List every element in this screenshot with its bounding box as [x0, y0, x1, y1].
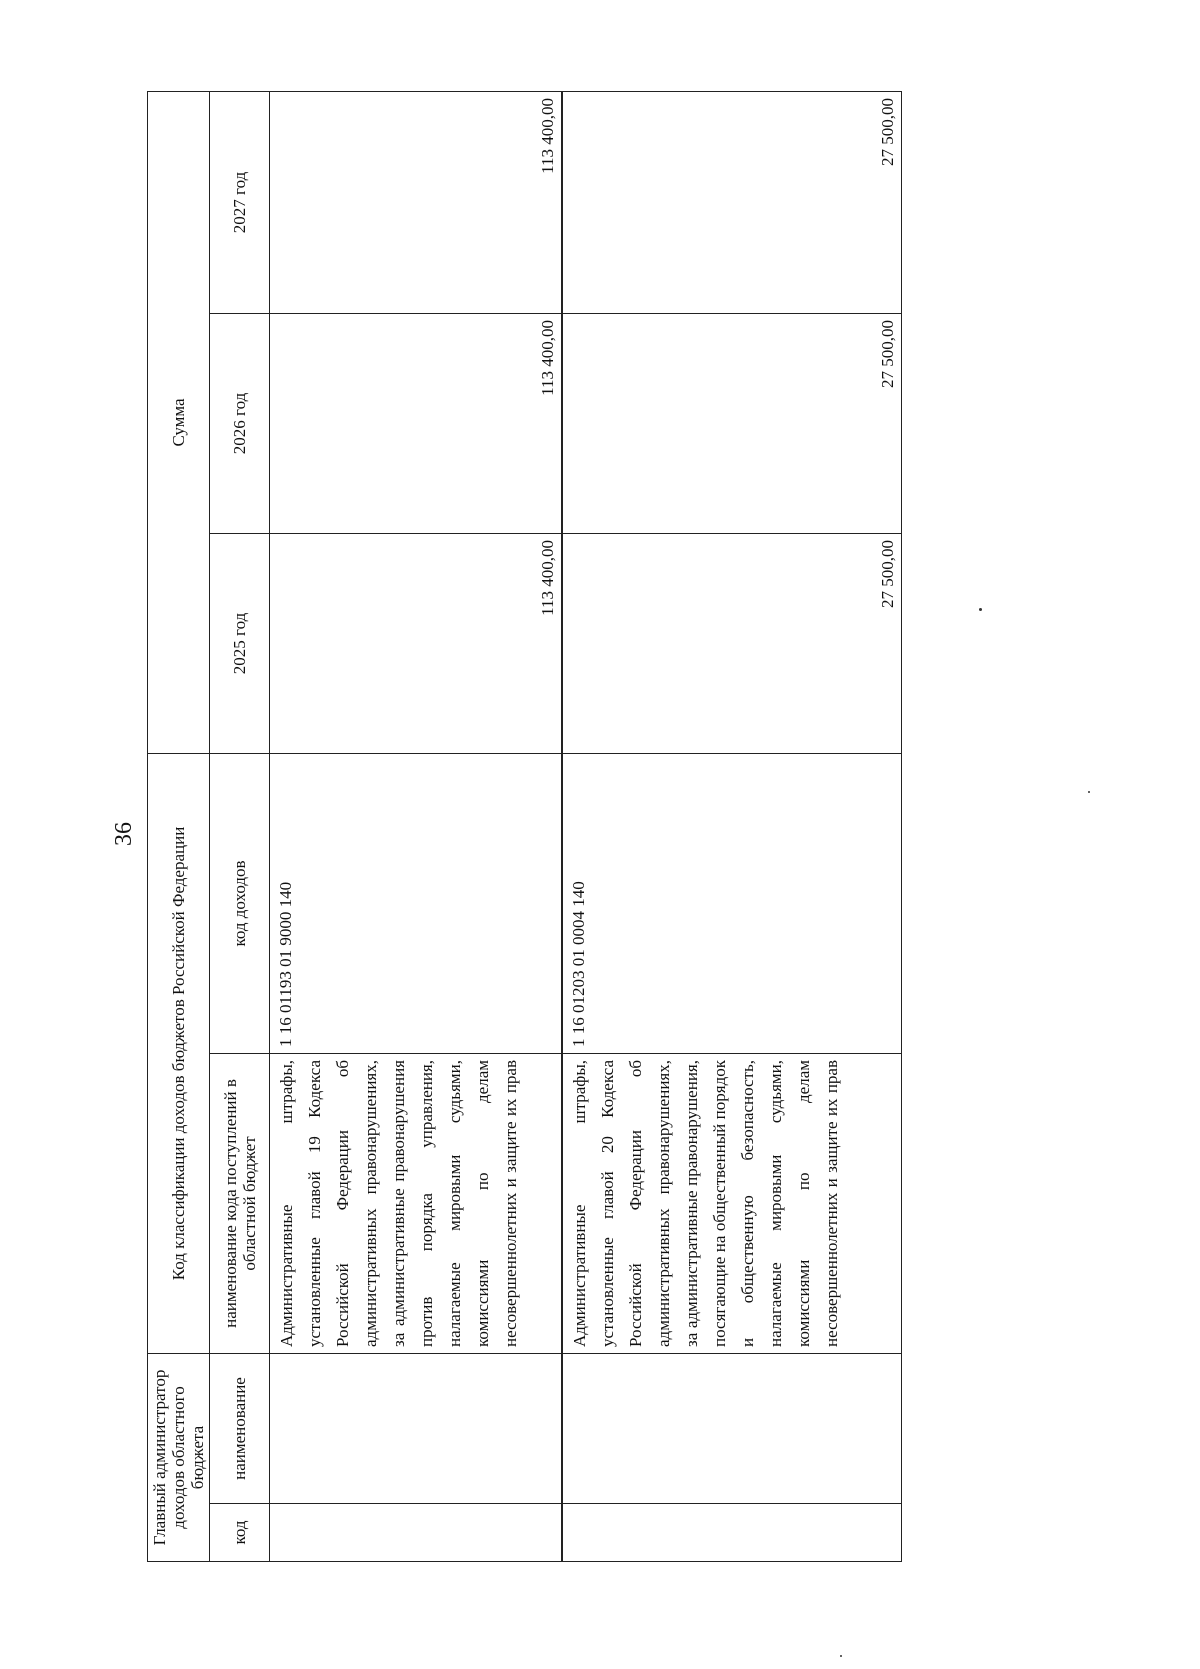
table-row — [562, 91, 902, 1561]
scan-speck — [979, 608, 982, 611]
row-admin-code — [562, 1504, 902, 1562]
row-income-code: 1 16 01193 01 9000 140 — [270, 753, 562, 1053]
row-amount-2027: 113 400,00 — [270, 91, 562, 313]
row-income-code: 1 16 01203 01 0004 140 — [562, 753, 902, 1053]
row-amount-2027: 27 500,00 — [562, 91, 902, 313]
row-description: Административные штрафы, установленные главой 19 Кодекса Российской Федерации об административных правонарушениях, за административные правонарушения против порядка управления, налагаемые мировыми судьями, комиссиями по делам несовершеннолетних и защите их прав — [270, 1054, 562, 1354]
row-description: Административные штрафы, установленные главой 20 Кодекса Российской Федерации об административных правонарушениях, за административные правонарушения, посягающие на общественный порядок и общественную безопасность, налагаемые мировыми судьями, комиссиями по делам несовершеннолетних и защите их прав — [562, 1054, 902, 1354]
row-amount-2025: 27 500,00 — [562, 533, 902, 753]
row-admin-code — [270, 1504, 562, 1562]
header-row-2 — [210, 91, 270, 1561]
scan-speck — [1088, 791, 1090, 793]
header-admin-group: Главный администратор доходов областного бюджета — [148, 1354, 210, 1562]
row-admin-name — [562, 1354, 902, 1504]
row-amount-2026: 113 400,00 — [270, 313, 562, 533]
page-number: 36 — [110, 822, 137, 846]
scan-speck — [840, 1655, 842, 1657]
rotated-table-container — [147, 92, 897, 1562]
header-sum-group: Сумма — [148, 91, 210, 753]
header-income-code: код доходов — [210, 753, 270, 1053]
header-classification-group: Код классификации доходов бюджетов Российской Федерации — [148, 753, 210, 1353]
table-row — [270, 91, 562, 1561]
header-year-2025: 2025 год — [210, 533, 270, 753]
header-admin-name: наименование — [210, 1354, 270, 1504]
income-classification-table — [147, 91, 902, 1562]
header-year-2026: 2026 год — [210, 313, 270, 533]
header-admin-code: код — [210, 1504, 270, 1562]
row-amount-2026: 27 500,00 — [562, 313, 902, 533]
row-amount-2025: 113 400,00 — [270, 533, 562, 753]
row-admin-name — [270, 1354, 562, 1504]
header-row-1 — [148, 91, 210, 1561]
header-year-2027: 2027 год — [210, 91, 270, 313]
header-income-name: наименование кода поступлений в областной бюджет — [210, 1054, 270, 1354]
